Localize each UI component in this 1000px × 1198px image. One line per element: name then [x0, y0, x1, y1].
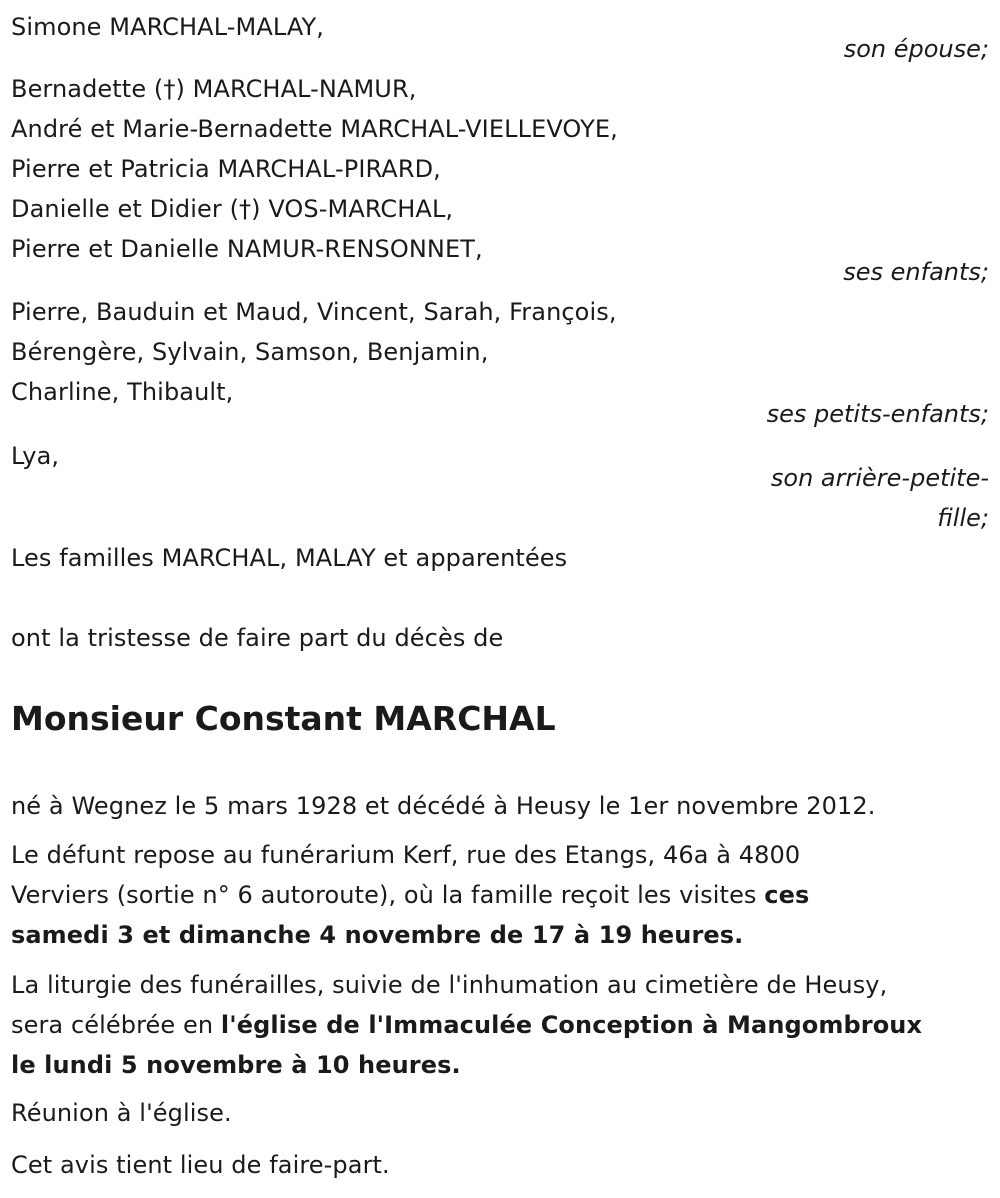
visitation-line: Le défunt repose au funérarium Kerf, rue des Etangs, 46a à 4800 [11, 841, 801, 869]
grandchildren-role: ses petits-enfants; [766, 400, 989, 428]
visitation-line [11, 915, 809, 955]
child-name: Pierre et Danielle NAMUR-RENSONNET, [11, 235, 483, 263]
children-role: ses enfants; [843, 258, 989, 286]
funeral-line [11, 1005, 922, 1045]
funeral-date: le lundi 5 novembre à 10 heures. [11, 1051, 461, 1079]
meeting-line: Réunion à l'église. [11, 1099, 232, 1127]
spouse-name: Simone MARCHAL-MALAY, [11, 13, 324, 41]
visitation-bold-text: ces [764, 881, 810, 909]
announcement-line: ont la tristesse de faire part du décès de [11, 624, 504, 652]
child-name: André et Marie-Bernadette MARCHAL-VIELLEVOYE, [11, 115, 618, 143]
visitation-line [11, 875, 809, 915]
child-name: Pierre et Patricia MARCHAL-PIRARD, [11, 155, 441, 183]
children-section [11, 69, 618, 269]
great-grandchild-role-line1: son arrière-petite- [770, 464, 989, 492]
funeral-text: sera célébrée en [11, 1011, 221, 1039]
funeral-line: La liturgie des funérailles, suivie de l'inhumation au cimetière de Heusy, [11, 971, 888, 999]
spouse-section [11, 7, 989, 47]
grandchild-line: Bérengère, Sylvain, Samson, Benjamin, [11, 338, 489, 366]
birth-death-line: né à Wegnez le 5 mars 1928 et décédé à Heusy le 1er novembre 2012. [11, 792, 876, 820]
grandchildren-section [11, 292, 617, 412]
families-line: Les familles MARCHAL, MALAY et apparentées [11, 544, 568, 572]
child-name: Bernadette (†) MARCHAL-NAMUR, [11, 75, 417, 103]
child-name: Danielle et Didier (†) VOS-MARCHAL, [11, 195, 454, 223]
visitation-paragraph [11, 835, 809, 955]
funeral-location: l'église de l'Immaculée Conception à Mangombroux [220, 1011, 923, 1039]
great-grandchild-role-line2: fille; [937, 504, 989, 532]
visitation-dates: samedi 3 et dimanche 4 novembre de 17 à 19 heures. [11, 921, 744, 949]
grandchild-line: Pierre, Bauduin et Maud, Vincent, Sarah, François, [11, 298, 617, 326]
great-grandchild-name: Lya, [11, 442, 60, 470]
funeral-paragraph [11, 965, 922, 1085]
visitation-text: Verviers (sortie n° 6 autoroute), où la famille reçoit les visites [11, 881, 765, 909]
closing-line: Cet avis tient lieu de faire-part. [11, 1151, 390, 1179]
spouse-role: son épouse; [843, 35, 989, 63]
deceased-name: Monsieur Constant MARCHAL [11, 699, 556, 738]
funeral-line [11, 1045, 922, 1085]
grandchild-line: Charline, Thibault, [11, 378, 234, 406]
